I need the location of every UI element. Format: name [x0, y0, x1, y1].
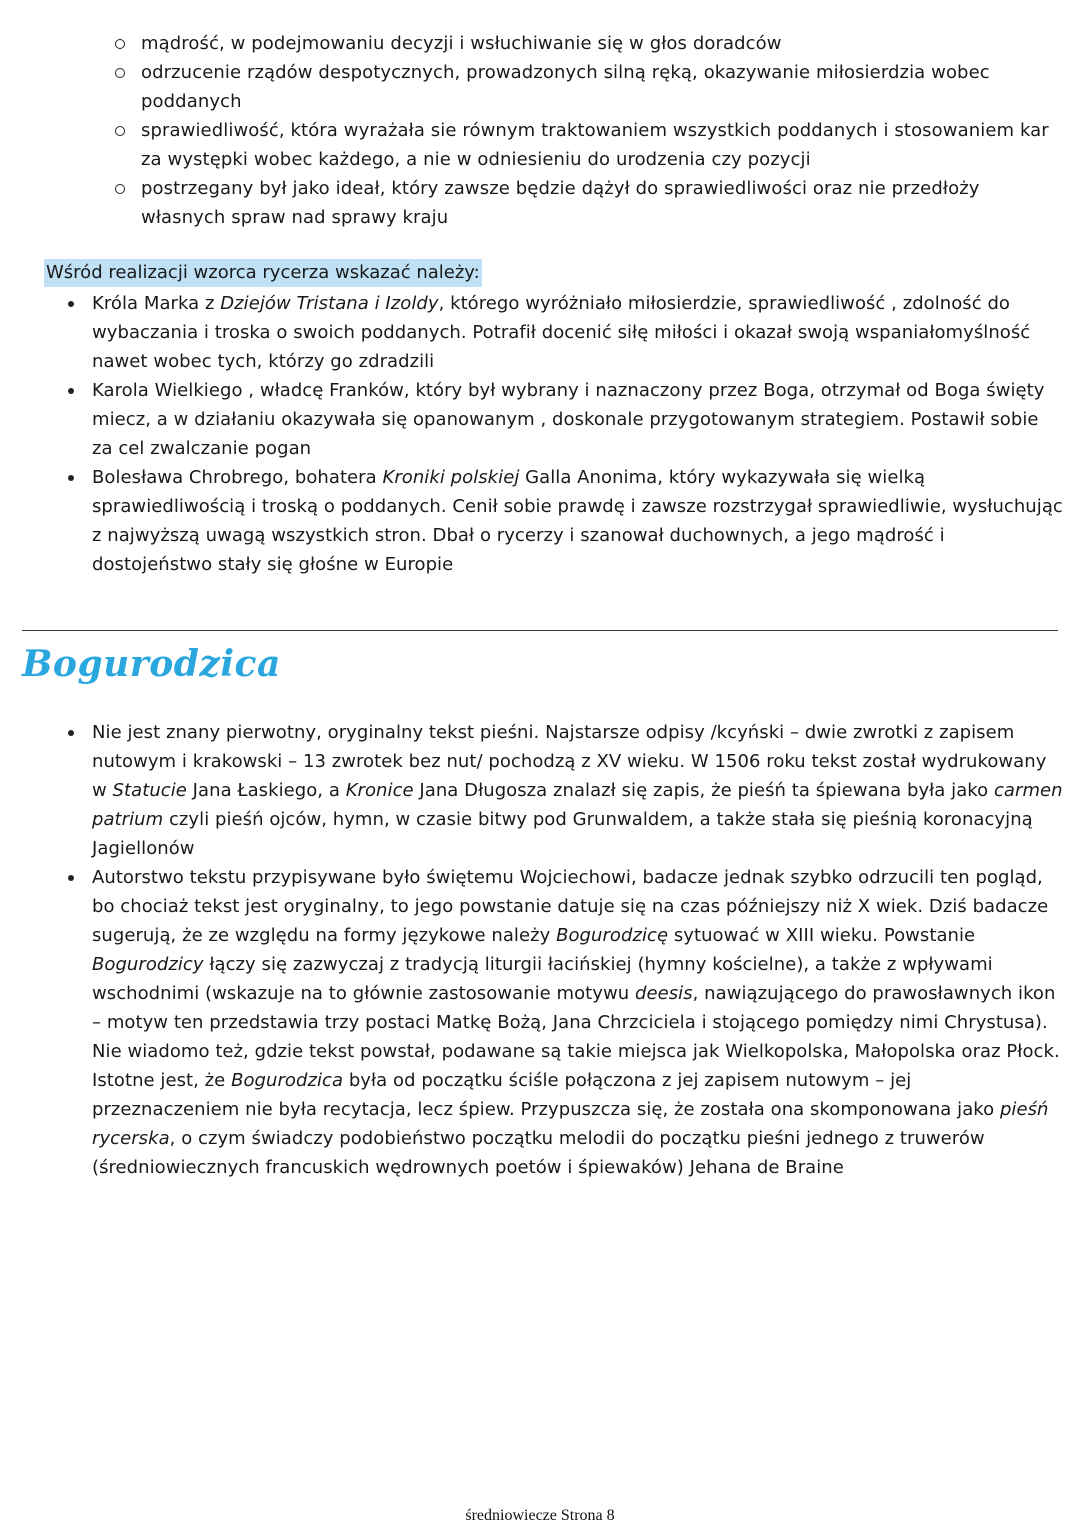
- title-italic: Bogurodzicy: [92, 954, 204, 975]
- text-run: , nawiązującego do prawosławnych ikon – motyw ten przedstawia trzy postaci Matkę Bożą, Jana Chrzciciela i stojącego pomiędzy nimi Chrystusa). Nie wiadomo też, gdzie tekst powstał, podawane są takie miejsca jak Wielkopolska, Małopolska oraz Płock. Istotne jest, że: [92, 983, 1060, 1091]
- title-italic: Dziejów Tristana i Izoldy: [220, 293, 439, 314]
- list-item: [64, 863, 1064, 1182]
- bogurodzica-list: [64, 718, 1064, 1182]
- list-item: postrzegany był jako ideał, który zawsze będzie dążył do sprawiedliwości oraz nie przedłoży własnych spraw nad sprawy kraju: [112, 174, 1057, 232]
- text-run: , o czym świadczy podobieństwo początku melodii do początku pieśni jednego z truwerów (średniowiecznych francuskich wędrownych poetów i śpiewaków) Jehana de Braine: [92, 1128, 985, 1178]
- title-italic: Kroniki polskiej: [382, 467, 520, 488]
- term-italic: deesis: [635, 983, 693, 1004]
- list-item: [64, 463, 1064, 579]
- text-run: Autorstwo tekstu przypisywane było świętemu Wojciechowi, badacze jednak szybko odrzucili ten pogląd, bo chociaż tekst jest oryginalny, to jego powstanie datuje się na czas późniejszy niż X wiek. Dziś badacze sugerują, że ze względu na formy językowe należy: [92, 867, 1049, 946]
- list-item: mądrość, w podejmowaniu decyzji i wsłuchiwanie się w głos doradców: [112, 29, 1057, 58]
- text-run: Jana Łaskiego, a: [186, 780, 346, 801]
- section-divider: [22, 630, 1058, 631]
- knight-examples-list: [64, 289, 1064, 579]
- title-italic: Statucie: [112, 780, 187, 801]
- list-item: sprawiedliwość, która wyrażała sie równym traktowaniem wszystkich poddanych i stosowaniem kar za występki wobec każdego, a nie w odniesieniu do urodzenia czy pozycji: [112, 116, 1057, 174]
- list-item: odrzucenie rządów despotycznych, prowadzonych silną ręką, okazywanie miłosierdzia wobec poddanych: [112, 58, 1057, 116]
- text-run: sytuować w XIII wieku. Powstanie: [668, 925, 976, 946]
- text-run: , którego wyróżniało miłosierdzie, sprawiedliwość , zdolność do wybaczania i troska o swoich poddanych. Potrafił docenić siłę miłości i okazał swoją wspaniałomyślność nawet wobec tych, którzy go zdradzili: [92, 293, 1031, 372]
- term-italic: carmen patrium: [92, 780, 1063, 830]
- text-run: Nie jest znany pierwotny, oryginalny tekst pieśni. Najstarsze odpisy /kcyński – dwie zwrotki z zapisem nutowym i krakowski – 13 zwrotek bez nut/ pochodzą z XV wieku. W 1506 roku tekst został wydrukowany w: [92, 722, 1047, 801]
- list-item: [64, 718, 1064, 863]
- text-run: Galla Anonima, który wykazywała się wielką sprawiedliwością i troską o poddanych. Cenił sobie prawdę i zawsze rozstrzygał sprawiedliwie, wysłuchując z najwyższą uwagą wszystkich stron. Dbał o rycerzy i szanował duchownych, a jego mądrość i dostojeństwo stały się głośne w Europie: [92, 467, 1063, 575]
- ruler-virtues-list: [112, 29, 1057, 232]
- text-run: Karola Wielkiego , władcę Franków, który był wybrany i naznaczony przez Boga, otrzymał od Boga święty miecz, a w działaniu okazywała się opanowanym , doskonale przygotowanym strategiem. Postawił sobie za cel zwalczanie pogan: [92, 380, 1045, 459]
- text-run: była od początku ściśle połączona z jej zapisem nutowym – jej przeznaczeniem nie była recytacja, lecz śpiew. Przypuszcza się, że została ona skomponowana jako: [92, 1070, 1000, 1120]
- page-footer: średniowiecze Strona 8: [465, 1507, 615, 1524]
- list-item: [64, 376, 1064, 463]
- section-title: Bogurodzica: [22, 643, 281, 685]
- text-run: Króla Marka z: [92, 293, 221, 314]
- text-run: czyli pieśń ojców, hymn, w czasie bitwy pod Grunwaldem, a także stała się pieśnią koronacyjną Jagiellonów: [92, 809, 1033, 859]
- title-italic: Bogurodzicę: [556, 925, 669, 946]
- title-italic: Bogurodzica: [231, 1070, 344, 1091]
- title-italic: Kronice: [345, 780, 414, 801]
- term-italic: pieśń rycerska: [92, 1099, 1049, 1149]
- text-run: Bolesława Chrobrego, bohatera: [92, 467, 383, 488]
- text-run: Jana Długosza znalazł się zapis, że pieśń ta śpiewana była jako: [413, 780, 994, 801]
- text-run: łączy się zazwyczaj z tradycją liturgii łacińskiej (hymny kościelne), a także z wpływami wschodnimi (wskazuje na to głównie zastosowanie motywu: [92, 954, 993, 1004]
- list-item: [64, 289, 1064, 376]
- highlighted-heading: Wśród realizacji wzorca rycerza wskazać należy:: [44, 259, 482, 287]
